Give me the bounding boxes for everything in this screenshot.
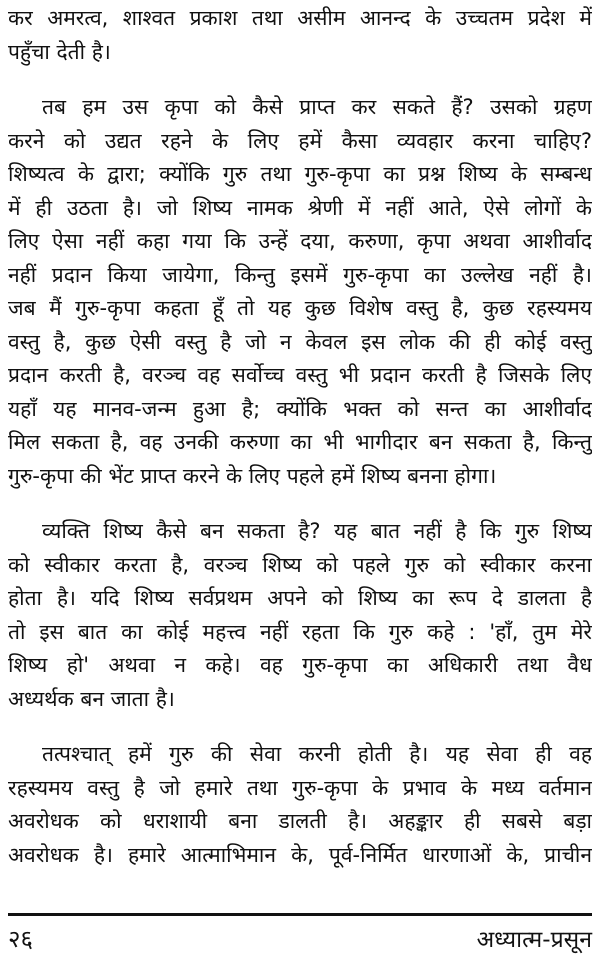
text-line: अवरोधक है। हमारे आत्माभिमान के, पूर्व-निर्मित धारणाओं के, प्राचीन — [8, 842, 592, 867]
text-line: तत्पश्चात् हमें गुरु की सेवा करनी होती है। यह सेवा ही वह — [42, 742, 592, 766]
paragraph-3 — [8, 515, 592, 716]
text-line: में ही उठता है। जो शिष्य नामक श्रेणी में नहीं आते, ऐसे लोगों के — [8, 195, 592, 220]
text-line: करने को उद्यत रहने के लिए हमें कैसा व्यवहार करना चाहिए? — [8, 128, 592, 153]
text-line: तब हम उस कृपा को कैसे प्राप्त कर सकते हैं? उसको ग्रहण — [42, 95, 592, 119]
page-footer — [8, 922, 592, 957]
paragraph-2 — [8, 91, 592, 493]
text-line: व्यक्ति शिष्य कैसे बन सकता है? यह बात नहीं है कि गुरु शिष्य — [42, 519, 592, 543]
text-line: पहुँचा देती है। — [8, 39, 111, 64]
text-line: कर अमरत्व, शाश्वत प्रकाश तथा असीम आनन्द के उच्चतम प्रदेश में — [8, 6, 592, 30]
paragraph-4 — [8, 738, 592, 872]
paragraph-1 — [8, 2, 592, 69]
text-line: गुरु-कृपा की भेंट प्राप्त करने के लिए पहले हमें शिष्य बनना होगा। — [8, 463, 497, 488]
footer-rule — [8, 913, 592, 916]
text-line: नहीं प्रदान किया जायेगा, किन्तु इसमें गुरु-कृपा का उल्लेख नहीं है। — [8, 262, 592, 287]
text-line: शिष्य हो' अथवा न कहे। वह गुरु-कृपा का अधिकारी तथा वैध — [8, 653, 592, 677]
text-line: यहाँ यह मानव-जन्म हुआ है; क्योंकि भक्त को सन्त का आशीर्वाद — [8, 396, 592, 421]
body-text — [8, 2, 592, 872]
page-number: २६ — [8, 925, 33, 953]
text-line: अध्यर्थक बन जाता है। — [8, 686, 175, 711]
text-line: रहस्यमय वस्तु है जो हमारे तथा गुरु-कृपा के प्रभाव के मध्य वर्तमान — [8, 775, 592, 800]
text-line: लिए ऐसा नहीं कहा गया कि उन्हें दया, करुणा, कृपा अथवा आशीर्वाद — [8, 229, 592, 253]
book-title: अध्यात्म-प्रसून — [476, 927, 592, 953]
text-line: मिल सकता है, वह उनकी करुणा का भी भागीदार बन सकता है, किन्तु — [8, 430, 592, 454]
text-line: को स्वीकार करता है, वरञ्च शिष्य को पहले गुरु को स्वीकार करना — [8, 552, 592, 577]
text-line: होता है। यदि शिष्य सर्वप्रथम अपने को शिष्य का रूप दे डालता है — [8, 586, 592, 610]
text-line: प्रदान करती है, वरञ्च वह सर्वोच्च वस्तु भी प्रदान करती है जिसके लिए — [8, 363, 592, 387]
text-line: अवरोधक को धराशायी बना डालती है। अहङ्कार ही सबसे बड़ा — [8, 809, 592, 833]
text-line: जब मैं गुरु-कृपा कहता हूँ तो यह कुछ विशेष वस्तु है, कुछ रहस्यमय — [8, 296, 592, 320]
text-line: वस्तु है, कुछ ऐसी वस्तु है जो न केवल इस लोक की ही कोई वस्तु — [8, 329, 592, 354]
text-line: तो इस बात का कोई महत्त्व नहीं रहता कि गुरु कहे : 'हाँ, तुम मेरे — [8, 619, 592, 644]
text-line: शिष्यत्व के द्वारा; क्योंकि गुरु तथा गुरु-कृपा का प्रश्न शिष्य के सम्बन्ध — [8, 162, 592, 186]
